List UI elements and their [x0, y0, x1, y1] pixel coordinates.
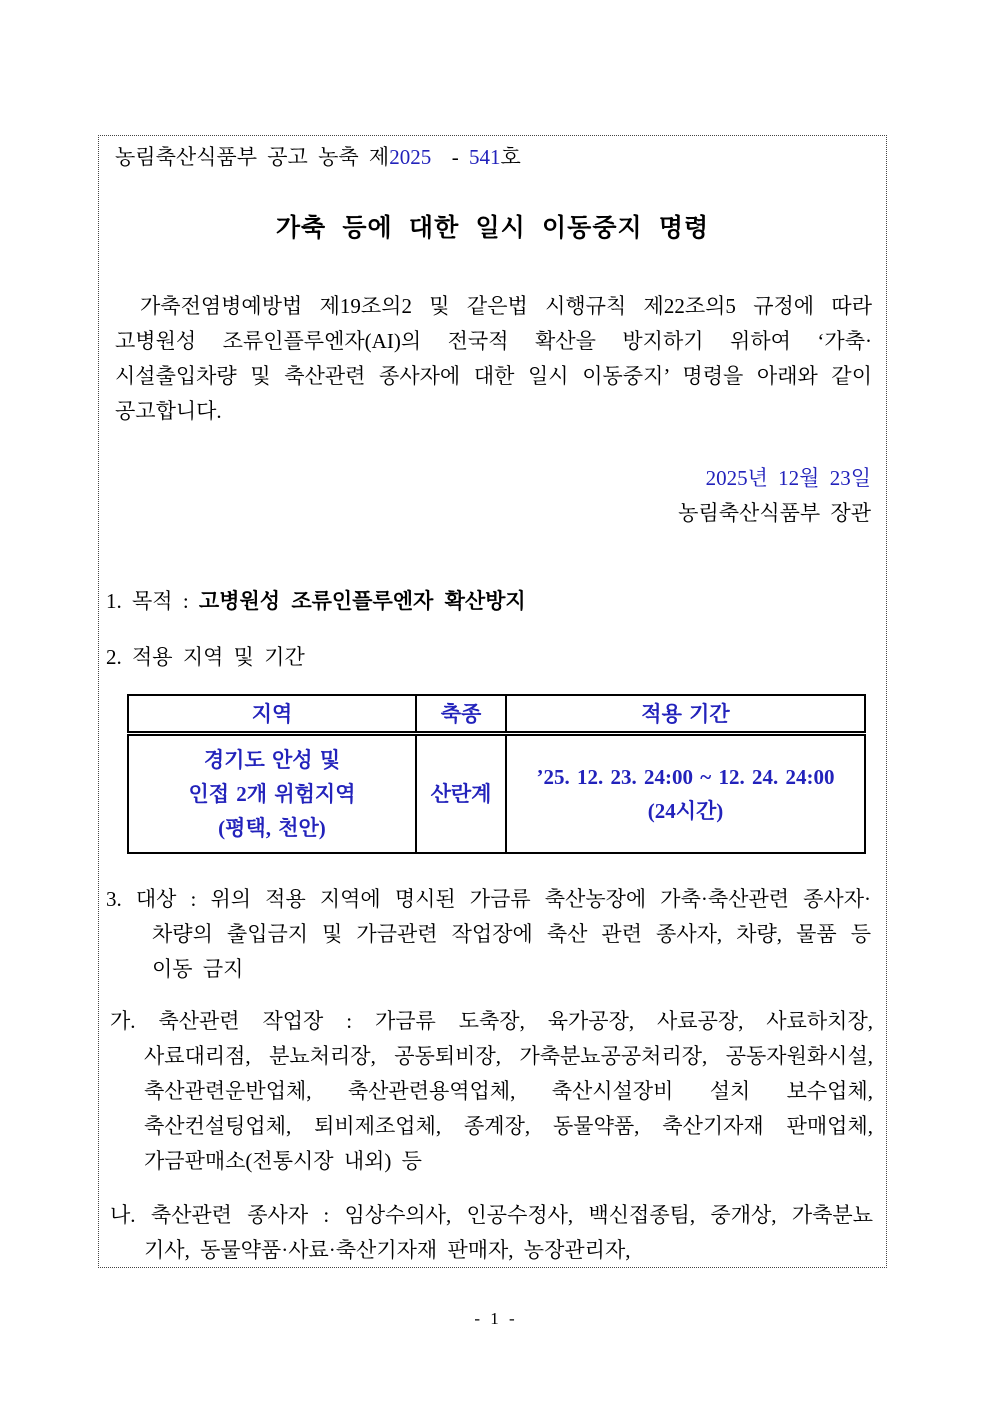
period-main: ’25. 12. 23. 24:00 ~ 12. 24. 24:00 — [536, 764, 835, 789]
page-number: - 1 - — [474, 1309, 518, 1328]
period-note: (24시간) — [647, 798, 724, 823]
notice-border-frame — [98, 135, 887, 1268]
section-scope: 2. 적용 지역 및 기간 — [106, 645, 305, 669]
application-table — [127, 694, 866, 854]
date-signature-block — [678, 461, 871, 531]
table-header-region: 지역 — [128, 695, 416, 733]
document-title: 가축 등에 대한 일시 이동중지 명령 — [275, 215, 710, 242]
announcement-signer: 농림축산식품부 장관 — [678, 501, 871, 525]
table-cell-species: 산란계 — [416, 733, 506, 853]
subsection-workplaces-text: 축산관련 작업장 : 가금류 도축장, 육가공장, 사료공장, 사료하치장, 사료대리점, 분뇨처리장, 공동퇴비장, 가축분뇨공공처리장, 공동자원화시설, 축산관련운반업체, 축산관련용역업체, 축산시설장비 설치 보수업체, 축산컨설팅업체, 퇴비제조업체, 종계장, 동물약품, 축산기자재 판매업체, 가금판매소(전통시장 내외) 등 — [144, 1009, 873, 1173]
subsection-workplaces-label: 가. — [110, 1009, 159, 1033]
table-header-species: 축종 — [416, 695, 506, 733]
section-purpose — [106, 584, 526, 619]
region-line: (평택, 천안) — [218, 815, 326, 840]
section-purpose-value: 고병원성 조류인플루엔자 확산방지 — [198, 589, 526, 613]
region-line: 인접 2개 위험지역 — [188, 781, 356, 806]
subsection-workers-label: 나. — [110, 1203, 151, 1227]
table-row — [128, 733, 865, 853]
notice-number-line — [115, 140, 521, 175]
notice-number-separator: - — [431, 145, 469, 169]
table-header-period: 적용 기간 — [506, 695, 865, 733]
subsection-workers — [110, 1198, 873, 1268]
notice-number-suffix: 호 — [500, 145, 521, 169]
region-line: 경기도 안성 및 — [203, 747, 341, 772]
section-target-text: 위의 적용 지역에 명시된 가금류 축산농장에 가축·축산관련 종사자·차량의 출입금지 및 가금관련 작업장에 축산 관련 종사자, 차량, 물품 등 이동 금지 — [152, 887, 871, 981]
table-cell-region — [128, 733, 416, 853]
subsection-workers-text: 축산관련 종사자 : 임상수의사, 인공수정사, 백신접종팀, 중개상, 가축분뇨 기사, 동물약품·사료·축산기자재 판매자, 농장관리자, — [144, 1203, 873, 1262]
notice-number-prefix: 농림축산식품부 공고 농축 제 — [115, 145, 390, 169]
announcement-date: 2025년 12월 23일 — [705, 466, 871, 490]
notice-year: 2025 — [389, 145, 432, 169]
table-header-row — [128, 695, 865, 733]
notice-serial: 541 — [468, 145, 501, 169]
subsection-workplaces — [110, 1004, 873, 1179]
section-target — [106, 882, 871, 987]
section-target-label: 3. 대상 : — [106, 887, 211, 911]
table-cell-period — [506, 733, 865, 853]
section-purpose-label: 1. 목적 : — [106, 589, 199, 613]
intro-paragraph: 가축전염병예방법 제19조의2 및 같은법 시행규칙 제22조의5 규정에 따라 고병원성 조류인플루엔자(AI)의 전국적 확산을 방지하기 위하여 ‘가축·시설출입차량 및 축산관련 종사자에 대한 일시 이동중지’ 명령을 아래와 같이 공고합니다. — [115, 294, 872, 423]
